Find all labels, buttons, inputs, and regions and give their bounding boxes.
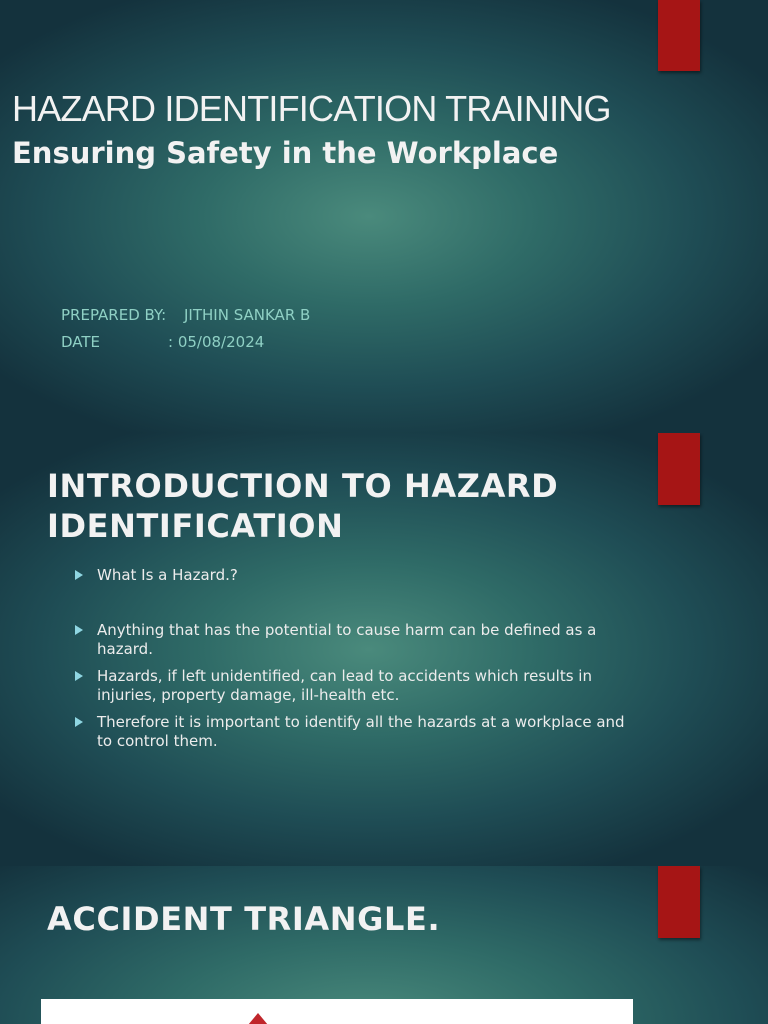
section-heading: INTRODUCTION TO HAZARD IDENTIFICATION xyxy=(47,467,559,545)
bullet-text: Hazards, if left unidentified, can lead to accidents which results in injuries, property damage, ill-health etc. xyxy=(97,667,592,704)
prepared-by-value: JITHIN SANKAR B xyxy=(184,306,311,324)
presentation-subtitle: Ensuring Safety in the Workplace xyxy=(12,136,559,170)
list-item xyxy=(75,621,635,659)
list-item xyxy=(75,667,635,705)
bullet-text: What Is a Hazard.? xyxy=(97,566,238,584)
accident-triangle-slide xyxy=(0,866,768,1024)
date-label: DATE xyxy=(61,333,101,351)
presentation-title: HAZARD IDENTIFICATION TRAINING xyxy=(12,88,611,129)
prepared-by-row xyxy=(61,306,310,324)
triangle-bullet-icon xyxy=(75,570,83,580)
prepared-by-label: PREPARED BY: xyxy=(61,306,167,324)
accent-tab xyxy=(658,433,700,505)
bullet-list xyxy=(75,566,635,751)
list-item xyxy=(75,566,635,585)
accent-tab xyxy=(658,0,700,71)
triangle-top-icon xyxy=(248,1013,268,1024)
title-slide xyxy=(0,0,768,433)
bullet-text: Therefore it is important to identify all the hazards at a workplace and to control them. xyxy=(97,713,625,750)
triangle-bullet-icon xyxy=(75,717,83,727)
accident-triangle-image xyxy=(41,999,633,1024)
date-value: : 05/08/2024 xyxy=(168,333,265,351)
introduction-slide xyxy=(0,433,768,866)
bullet-text: Anything that has the potential to cause harm can be defined as a hazard. xyxy=(97,621,597,658)
list-item xyxy=(75,713,635,751)
section-heading: ACCIDENT TRIANGLE. xyxy=(47,900,441,938)
accent-tab xyxy=(658,866,700,938)
date-row xyxy=(61,333,264,351)
triangle-bullet-icon xyxy=(75,625,83,635)
triangle-bullet-icon xyxy=(75,671,83,681)
